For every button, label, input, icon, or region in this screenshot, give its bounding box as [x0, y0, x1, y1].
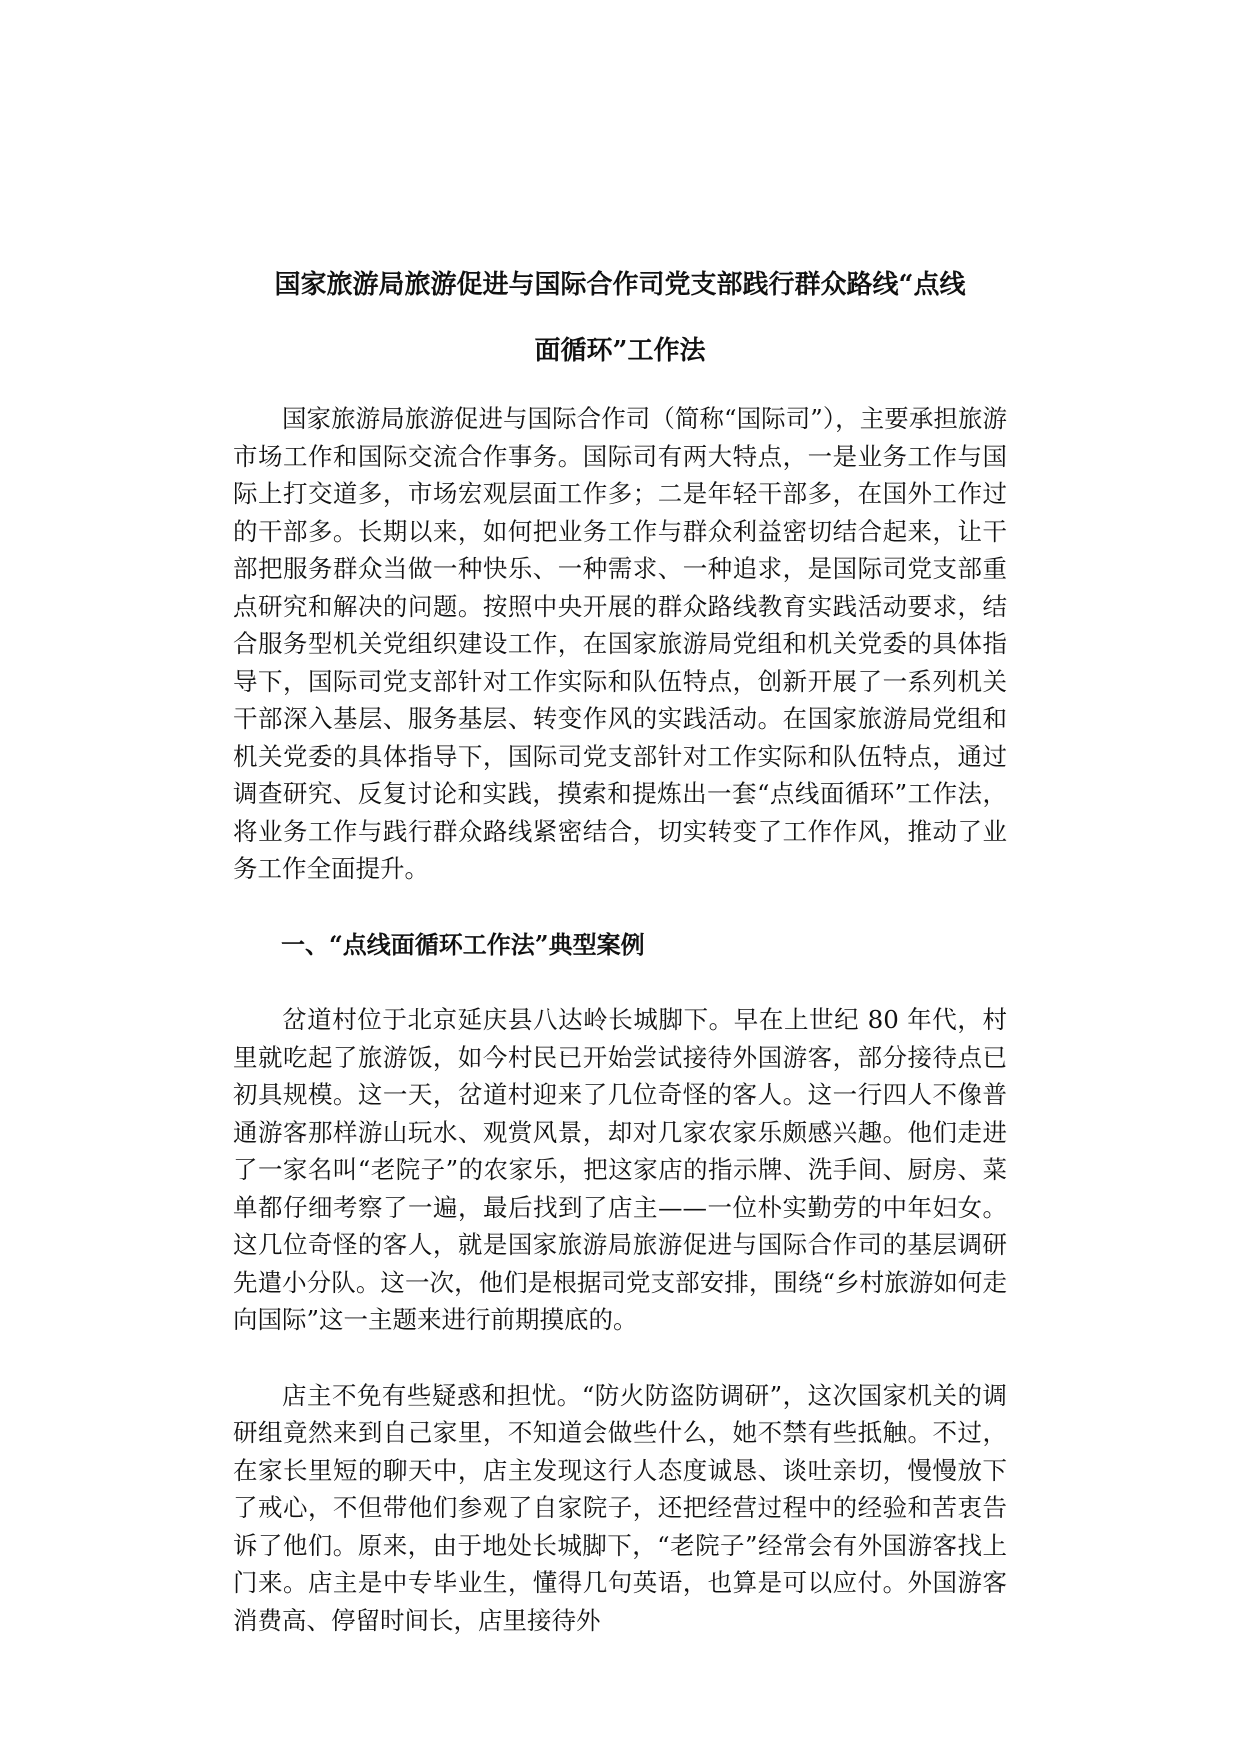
title-line-1: 国家旅游局旅游促进与国际合作司党支部践行群众路线“点线: [274, 270, 966, 300]
title-line-2: 面循环”工作法: [534, 336, 706, 366]
intro-paragraph: 国家旅游局旅游促进与国际合作司（简称“国际司”），主要承担旅游市场工作和国际交流合作事务。国际司有两大特点，一是业务工作与国际上打交道多，市场宏观层面工作多；二是年轻干部多，在国外工作过的干部多。长期以来，如何把业务工作与群众利益密切结合起来，让干部把服务群众当做一种快乐、一种需求、一种追求，是国际司党支部重点研究和解决的问题。按照中央开展的群众路线教育实践活动要求，结合服务型机关党组织建设工作，在国家旅游局党组和机关党委的具体指导下，国际司党支部针对工作实际和队伍特点，创新开展了一系列机关干部深入基层、服务基层、转变作风的实践活动。在国家旅游局党组和机关党委的具体指导下，国际司党支部针对工作实际和队伍特点，通过调查研究、反复讨论和实践，摸索和提炼出一套“点线面循环”工作法，将业务工作与践行群众路线紧密结合，切实转变了工作作风，推动了业务工作全面提升。: [233, 404, 1007, 883]
document-body: [233, 400, 1007, 1677]
case-paragraph-2: 店主不免有些疑惑和担忧。“防火防盗防调研”，这次国家机关的调研组竟然来到自己家里，不知道会做些什么，她不禁有些抵触。不过，在家长里短的聊天中，店主发现这行人态度诚恳、谈吐亲切，慢慢放下了戒心，不但带他们参观了自家院子，还把经营过程中的经验和苦衷告诉了他们。原来，由于地处长城脚下，“老院子”经常会有外国游客找上门来。店主是中专毕业生，懂得几句英语，也算是可以应付。外国游客消费高、停留时间长，店里接待外: [233, 1380, 1007, 1635]
section-heading-1: 一、“点线面循环工作法”典型案例: [281, 929, 645, 959]
case-paragraph-1: 岔道村位于北京延庆县八达岭长城脚下。早在上世纪 80 年代，村里就吃起了旅游饭，如今村民已开始尝试接待外国游客，部分接待点已初具规模。这一天，岔道村迎来了几位奇怪的客人。这一行四人不像普通游客那样游山玩水、观赏风景，却对几家农家乐颇感兴趣。他们走进了一家名叫“老院子”的农家乐，把这家店的指示牌、洗手间、厨房、菜单都仔细考察了一遍，最后找到了店主——一位朴实勤劳的中年妇女。这几位奇怪的客人，就是国家旅游局旅游促进与国际合作司的基层调研先遣小分队。这一次，他们是根据司党支部安排，围绕“乡村旅游如何走向国际”这一主题来进行前期摸底的。: [233, 1005, 1007, 1334]
document-title: [220, 252, 1020, 384]
